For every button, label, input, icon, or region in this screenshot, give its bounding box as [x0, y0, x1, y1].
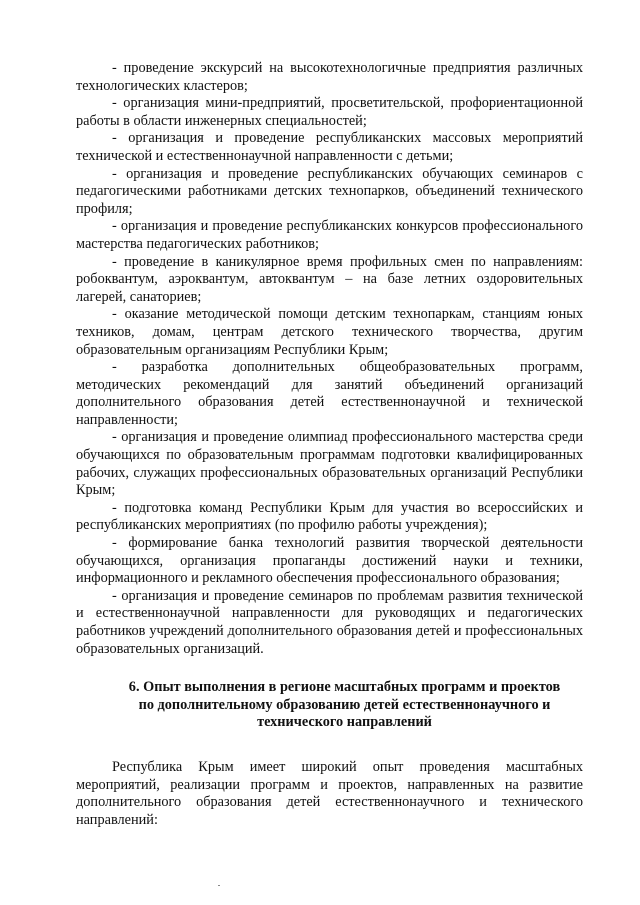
list-item: - организация и проведение республиканских обучающих семинаров с педагогическими работниками детских технопарков, объединений технического профиля;: [76, 165, 583, 217]
section-heading: [76, 679, 583, 732]
list-item: - проведение в каникулярное время профильных смен по направлениям: робоквантум, аэроквантум, автоквантум – на базе летних оздоровительных лагерей, санаториев;: [76, 253, 583, 305]
section-heading-line: 6. Опыт выполнения в регионе масштабных программ и проектов: [128, 679, 561, 696]
list-item: - организация и проведение олимпиад профессионального мастерства среди обучающихся по образовательным программам подготовки квалифицированных рабочих, служащих профессиональных образовательных организаций Республики Крым;: [76, 429, 583, 499]
list-item: - проведение экскурсий на высокотехнологичные предприятия различных технологических кластеров;: [76, 60, 583, 94]
intro-paragraph: Республика Крым имеет широкий опыт проведения масштабных мероприятий, реализации программ и проектов, направленных на развитие дополнительного образования детей естественнонаучного и технического направлений:: [76, 758, 583, 828]
list-item: - организация и проведение семинаров по проблемам развития технической и естественнонаучной направленности для руководящих и педагогических работников учреждений дополнительного образования детей и профессиональных образовательных организаций.: [76, 587, 583, 657]
list-item: - организация и проведение республиканских массовых мероприятий технической и естественнонаучной направленности с детьми;: [76, 130, 583, 164]
list-item: - подготовка команд Республики Крым для участия во всероссийских и республиканских мероприятиях (по профилю работы учреждения);: [76, 499, 583, 534]
list-item: - разработка дополнительных общеобразовательных программ, методических рекомендаций для занятий объединений организаций дополнительного образования детей естественнонаучной и технической направленности;: [76, 359, 583, 428]
list-item: - организация мини-предприятий, просветительской, профориентационной работы в области инженерных специальностей;: [76, 95, 583, 129]
list-item: - формирование банка технологий развития творческой деятельности обучающихся, организация пропаганды достижений науки и техники, информационного и рекламного обеспечения профессионального образования;: [76, 535, 583, 587]
list-item: - организация и проведение республиканских конкурсов профессионального мастерства педагогических работников;: [76, 218, 583, 252]
scan-speck: [218, 885, 220, 886]
section-heading-line: по дополнительному образованию детей естественнонаучного и: [138, 696, 551, 713]
list-item: - оказание методической помощи детским технопаркам, станциям юных техников, домам, центрам детского технического творчества, другим образовательным организациям Республики Крым;: [76, 306, 583, 358]
section-heading-line: технического направлений: [257, 714, 432, 731]
document-page: [76, 60, 583, 829]
